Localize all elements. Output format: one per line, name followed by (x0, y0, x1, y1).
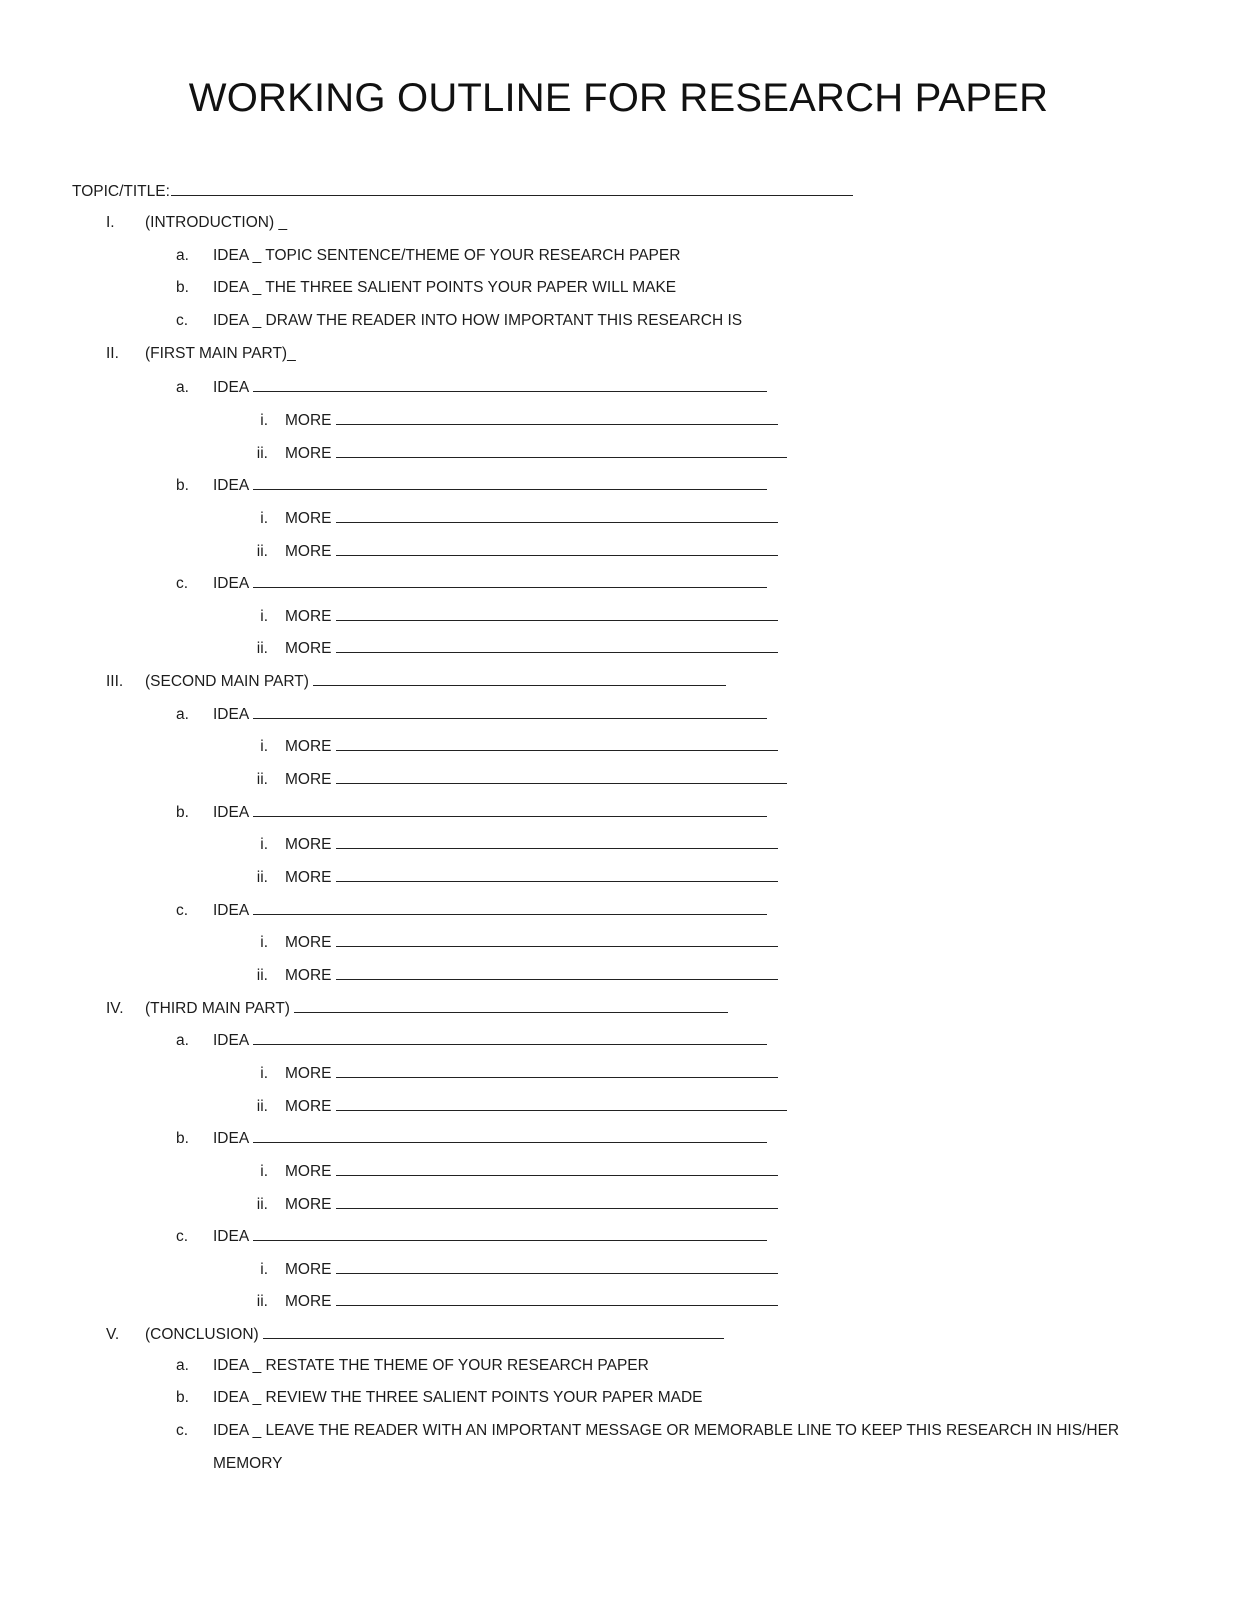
outline-item (176, 1354, 649, 1378)
section-numeral: III. (106, 673, 124, 691)
idea-blank[interactable] (253, 799, 767, 817)
item-marker: c. (176, 575, 189, 593)
subitem-marker: ii. (256, 1195, 268, 1213)
idea-blank[interactable] (253, 897, 767, 915)
outline-subitem (228, 733, 778, 757)
outline-subitem (228, 603, 778, 627)
outline-subitem (228, 505, 778, 529)
idea-blank[interactable] (253, 1223, 767, 1241)
outline-subitem (228, 1256, 778, 1280)
subitem-marker: i. (260, 1260, 268, 1278)
outline-subitem (228, 929, 778, 953)
item-marker: c. (176, 311, 189, 329)
outline-item (176, 897, 767, 921)
item-marker: c. (176, 1422, 189, 1440)
outline-item (176, 1125, 767, 1149)
outline-item (176, 276, 676, 300)
more-blank[interactable] (336, 962, 779, 980)
item-text: IDEA (213, 803, 250, 821)
outline-subitem (228, 1060, 778, 1084)
outline-item (176, 1223, 767, 1247)
section-numeral: IV. (106, 999, 124, 1017)
idea-blank[interactable] (253, 570, 767, 588)
subitem-text: MORE (285, 1097, 332, 1115)
item-marker: a. (176, 1032, 189, 1050)
outline-subitem (228, 1093, 787, 1117)
outline-subitem (228, 538, 778, 562)
subitem-text: MORE (285, 411, 332, 429)
item-text: IDEA (213, 1130, 250, 1148)
item-continuation (213, 1452, 282, 1476)
more-blank[interactable] (336, 1158, 779, 1176)
outline-item (176, 374, 767, 398)
more-blank[interactable] (336, 733, 779, 751)
item-marker: b. (176, 1130, 189, 1148)
outline-subitem (228, 1288, 778, 1312)
section-heading (106, 342, 296, 366)
more-blank[interactable] (336, 440, 788, 458)
subitem-marker: i. (260, 1162, 268, 1180)
idea-blank[interactable] (253, 1125, 767, 1143)
outline-subitem (228, 962, 778, 986)
subitem-text: MORE (285, 509, 332, 527)
item-text: IDEA (213, 901, 250, 919)
item-marker: c. (176, 901, 189, 919)
subitem-text: MORE (285, 1260, 332, 1278)
outline-item (176, 799, 767, 823)
subitem-text: MORE (285, 1293, 332, 1311)
more-blank[interactable] (336, 1060, 779, 1078)
subitem-text: MORE (285, 869, 332, 886)
item-marker: b. (176, 279, 189, 297)
subitem-marker: i. (260, 607, 268, 625)
section-heading (106, 668, 726, 692)
subitem-text: MORE (285, 607, 332, 625)
section-heading-blank[interactable] (294, 995, 728, 1013)
subitem-text: MORE (285, 771, 332, 789)
subitem-marker: ii. (256, 542, 268, 560)
section-heading-text: (CONCLUSION) (145, 1326, 259, 1344)
more-blank[interactable] (336, 766, 788, 784)
section-heading (106, 211, 287, 235)
item-text: IDEA _ REVIEW THE THREE SALIENT POINTS YOUR PAPER MADE (213, 1389, 703, 1407)
more-blank[interactable] (336, 1256, 779, 1274)
item-marker: b. (176, 803, 189, 821)
outline-subitem (228, 831, 778, 855)
outline-subitem (228, 864, 778, 888)
subitem-marker: ii. (256, 640, 268, 658)
subitem-marker: i. (260, 738, 268, 756)
outline-subitem (228, 407, 778, 431)
section-heading-blank[interactable] (263, 1321, 724, 1339)
subitem-text: MORE (285, 640, 332, 658)
outline-subitem (228, 440, 787, 464)
item-text: IDEA (213, 1228, 250, 1246)
more-blank[interactable] (336, 505, 779, 523)
section-heading-blank[interactable] (313, 668, 726, 686)
item-marker: b. (176, 1389, 189, 1407)
item-text: IDEA _ LEAVE THE READER WITH AN IMPORTANT MESSAGE OR MEMORABLE LINE TO KEEP THIS RESEARCH IN HIS/HER (213, 1422, 1120, 1440)
subitem-marker: ii. (256, 1097, 268, 1115)
subitem-text: MORE (285, 1162, 332, 1180)
item-marker: a. (176, 705, 189, 723)
more-blank[interactable] (336, 1288, 779, 1306)
section-heading (106, 995, 728, 1019)
section-numeral: I. (106, 214, 115, 231)
item-text: IDEA _ RESTATE THE THEME OF YOUR RESEARCH PAPER (213, 1356, 649, 1374)
section-heading (106, 1321, 724, 1345)
outline-item (176, 244, 680, 268)
subitem-text: MORE (285, 444, 332, 462)
item-marker: a. (176, 246, 189, 264)
outline-item (176, 570, 767, 594)
more-blank[interactable] (336, 831, 779, 849)
item-text: IDEA (213, 575, 250, 593)
subitem-marker: ii. (256, 1293, 268, 1311)
outline-subitem (228, 1191, 778, 1215)
subitem-text: MORE (285, 542, 332, 560)
outline-subitem (228, 766, 787, 790)
section-numeral: II. (106, 344, 119, 362)
subitem-marker: i. (260, 934, 268, 952)
outline-item (176, 1419, 1119, 1443)
more-blank[interactable] (336, 538, 779, 556)
item-marker: b. (176, 477, 189, 495)
subitem-marker: ii. (256, 771, 268, 789)
idea-blank[interactable] (253, 472, 767, 490)
outline-item (176, 472, 767, 496)
more-blank[interactable] (336, 635, 779, 653)
more-blank[interactable] (336, 1191, 779, 1209)
item-text: IDEA (213, 705, 250, 723)
more-blank[interactable] (336, 603, 779, 621)
item-text: IDEA _ THE THREE SALIENT POINTS YOUR PAPER WILL MAKE (213, 279, 677, 297)
more-blank[interactable] (336, 864, 779, 882)
subitem-text: MORE (285, 966, 332, 984)
page-title: WORKING OUTLINE FOR RESEARCH PAPER (188, 76, 1049, 120)
idea-blank[interactable] (253, 701, 767, 719)
item-text: IDEA (213, 477, 250, 495)
outline-subitem (228, 635, 778, 659)
subitem-marker: ii. (256, 966, 268, 984)
subitem-marker: i. (260, 1064, 268, 1082)
subitem-text: MORE (285, 1064, 332, 1082)
idea-blank[interactable] (253, 374, 767, 392)
idea-blank[interactable] (253, 1027, 767, 1045)
topic-title-blank[interactable] (171, 178, 853, 196)
section-numeral: V. (106, 1326, 120, 1344)
subitem-marker: ii. (256, 444, 268, 462)
section-heading-text: (INTRODUCTION) _ (145, 214, 288, 231)
more-blank[interactable] (336, 1093, 788, 1111)
more-blank[interactable] (336, 929, 779, 947)
topic-title-label: TOPIC/TITLE: (72, 183, 170, 200)
section-heading-text: (THIRD MAIN PART) (145, 999, 290, 1017)
outline-item (176, 1027, 767, 1051)
item-marker: a. (176, 379, 189, 397)
section-heading-text: (FIRST MAIN PART)_ (145, 344, 296, 362)
subitem-text: MORE (285, 1195, 332, 1213)
subitem-text: MORE (285, 738, 332, 756)
section-heading-text: (SECOND MAIN PART) (145, 673, 309, 691)
subitem-text: MORE (285, 934, 332, 952)
item-marker: a. (176, 1356, 189, 1374)
item-text: IDEA (213, 1032, 250, 1050)
outline-item (176, 309, 742, 333)
outline-subitem (228, 1158, 778, 1182)
item-text: IDEA _ TOPIC SENTENCE/THEME OF YOUR RESEARCH PAPER (213, 246, 681, 264)
more-blank[interactable] (336, 407, 779, 425)
subitem-marker: i. (260, 411, 268, 429)
subitem-marker: ii. (256, 869, 268, 886)
outline-item (176, 1386, 703, 1410)
subitem-marker: i. (260, 836, 268, 854)
item-text: IDEA (213, 379, 250, 397)
subitem-text: MORE (285, 836, 332, 854)
item-marker: c. (176, 1228, 189, 1246)
item-text-continuation: MEMORY (213, 1454, 283, 1472)
topic-title-line (72, 178, 853, 202)
subitem-marker: i. (260, 509, 268, 527)
outline-item (176, 701, 767, 725)
item-text: IDEA _ DRAW THE READER INTO HOW IMPORTANT THIS RESEARCH IS (213, 311, 743, 329)
